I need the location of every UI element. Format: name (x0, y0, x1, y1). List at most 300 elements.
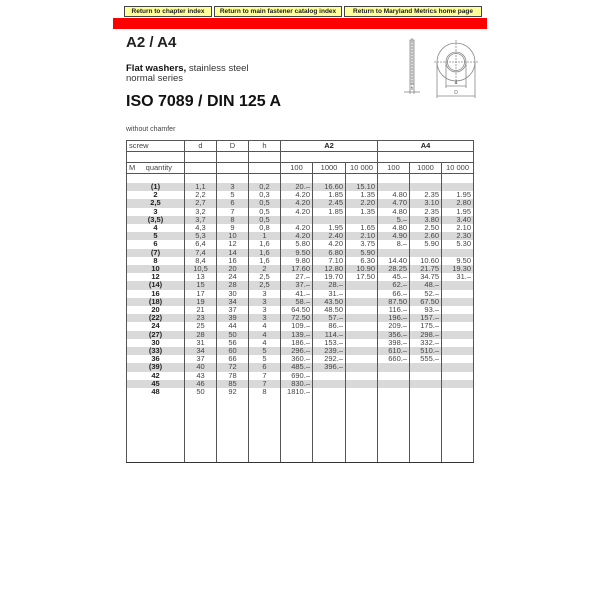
cell-h: 5 (249, 347, 281, 355)
screw: (14) (127, 281, 185, 289)
table-row (127, 331, 474, 339)
cell-a2-1000: 6.80 (313, 249, 346, 257)
cell-d: 3,7 (185, 216, 217, 224)
cell-a2-100: 1810.– (281, 388, 313, 396)
cell-d: 21 (185, 306, 217, 314)
screw: 36 (127, 355, 185, 363)
screw: 4 (127, 224, 185, 232)
cell-a2-10000 (346, 290, 378, 298)
cell-a2-100: 17.60 (281, 265, 313, 273)
cell-d: 34 (185, 347, 217, 355)
table-row (127, 249, 474, 257)
table-row (127, 347, 474, 355)
screw: 3 (127, 208, 185, 216)
screw: 12 (127, 273, 185, 281)
cell-a4-10000: 5.30 (442, 240, 474, 248)
cell-a2-100: 72.50 (281, 314, 313, 322)
cell-D: 24 (217, 273, 249, 281)
cell-a2-10000 (346, 298, 378, 306)
subtitle-bold: Flat washers, (126, 63, 187, 74)
table-row (127, 281, 474, 289)
qty-a2-10000: 10 000 (346, 163, 378, 174)
cell-a4-100: 45.– (378, 273, 410, 281)
cell-a2-10000 (346, 388, 378, 396)
cell-a2-100: 830.– (281, 380, 313, 388)
cell-a2-1000: 2.40 (313, 232, 346, 240)
header-row (127, 141, 474, 152)
cell-d: 25 (185, 322, 217, 330)
qty-a4-1000: 1000 (410, 163, 442, 174)
cell-a4-1000: 10.60 (410, 257, 442, 265)
cell-a4-100: 4.70 (378, 199, 410, 207)
cell-d: 4,3 (185, 224, 217, 232)
cell-a2-1000: 1.85 (313, 191, 346, 199)
cell-D: 5 (217, 191, 249, 199)
cell-d: 50 (185, 388, 217, 396)
cell-h: 4 (249, 322, 281, 330)
cell-d: 10,5 (185, 265, 217, 273)
svg-text:h: h (410, 86, 414, 92)
cell-h: 3 (249, 314, 281, 322)
cell-d: 6,4 (185, 240, 217, 248)
screw: 45 (127, 380, 185, 388)
screw: (22) (127, 314, 185, 322)
cell-a4-100: 356.– (378, 331, 410, 339)
cell-D: 8 (217, 216, 249, 224)
cell-a4-1000 (410, 249, 442, 257)
cell-a4-10000 (442, 388, 474, 396)
cell-D: 60 (217, 347, 249, 355)
cell-a4-10000 (442, 347, 474, 355)
screw: 16 (127, 290, 185, 298)
table-row (127, 290, 474, 298)
cell-a2-1000: 43.50 (313, 298, 346, 306)
cell-D: 30 (217, 290, 249, 298)
cell-a4-10000 (442, 372, 474, 380)
cell-a4-10000 (442, 306, 474, 314)
cell-a4-100: 14.40 (378, 257, 410, 265)
cell-a4-1000: 298.– (410, 331, 442, 339)
cell-a4-100: 62.– (378, 281, 410, 289)
cell-a2-10000 (346, 322, 378, 330)
cell-a2-100: 4.20 (281, 224, 313, 232)
table-row (127, 257, 474, 265)
cell-a2-1000: 48.50 (313, 306, 346, 314)
cell-a2-10000 (346, 281, 378, 289)
cell-a4-100 (378, 388, 410, 396)
cell-a2-1000: 2.45 (313, 199, 346, 207)
table-row (127, 322, 474, 330)
cell-a4-10000: 3.40 (442, 216, 474, 224)
table-row (127, 306, 474, 314)
cell-d: 37 (185, 355, 217, 363)
cell-a4-1000: 2.35 (410, 208, 442, 216)
cell-D: 50 (217, 331, 249, 339)
cell-a4-1000: 510.– (410, 347, 442, 355)
col-d: d (185, 141, 217, 152)
cell-h: 2 (249, 265, 281, 273)
cell-h: 7 (249, 372, 281, 380)
screw: 8 (127, 257, 185, 265)
cell-a4-1000: 93.– (410, 306, 442, 314)
cell-D: 44 (217, 322, 249, 330)
screw: 10 (127, 265, 185, 273)
cell-a2-100: 20.– (281, 183, 313, 191)
cell-a4-1000: 3.80 (410, 216, 442, 224)
cell-a2-100: 4.20 (281, 232, 313, 240)
cell-a4-10000 (442, 249, 474, 257)
cell-a4-10000 (442, 339, 474, 347)
table-row (127, 363, 474, 371)
table-row (127, 355, 474, 363)
cell-a4-10000 (442, 281, 474, 289)
cell-a2-100: 4.20 (281, 199, 313, 207)
screw: 30 (127, 339, 185, 347)
cell-a4-10000 (442, 355, 474, 363)
cell-a2-10000 (346, 306, 378, 314)
washer-price-table (126, 140, 474, 463)
cell-a2-100: 9.50 (281, 249, 313, 257)
cell-h: 0,2 (249, 183, 281, 191)
cell-d: 17 (185, 290, 217, 298)
cell-a4-100: 8.– (378, 240, 410, 248)
cell-a2-1000: 31.– (313, 290, 346, 298)
col-D: D (217, 141, 249, 152)
cell-d: 31 (185, 339, 217, 347)
cell-D: 28 (217, 281, 249, 289)
cell-a4-1000: 67.50 (410, 298, 442, 306)
cell-a4-10000 (442, 331, 474, 339)
cell-a2-10000 (346, 314, 378, 322)
table-row (127, 298, 474, 306)
qty-a2-100: 100 (281, 163, 313, 174)
cell-a2-1000: 19.70 (313, 273, 346, 281)
cell-a2-10000: 1.35 (346, 191, 378, 199)
cell-a2-10000 (346, 347, 378, 355)
screw: (7) (127, 249, 185, 257)
cell-h: 1,6 (249, 240, 281, 248)
table-row (127, 183, 474, 191)
product-subtitle (126, 64, 249, 84)
cell-a2-10000: 5.90 (346, 249, 378, 257)
cell-a4-100: 660.– (378, 355, 410, 363)
cell-a2-1000: 292.– (313, 355, 346, 363)
table-row (127, 372, 474, 380)
table-row (127, 232, 474, 240)
cell-a2-10000 (346, 363, 378, 371)
cell-h: 0,8 (249, 224, 281, 232)
cell-a4-100: 196.– (378, 314, 410, 322)
cell-D: 34 (217, 298, 249, 306)
cell-a2-1000: 28.– (313, 281, 346, 289)
cell-D: 10 (217, 232, 249, 240)
cell-a2-10000: 17.50 (346, 273, 378, 281)
cell-a2-1000: 153.– (313, 339, 346, 347)
cell-a2-1000: 7.10 (313, 257, 346, 265)
cell-a2-1000 (313, 388, 346, 396)
cell-D: 14 (217, 249, 249, 257)
cell-h: 4 (249, 339, 281, 347)
cell-a4-10000 (442, 380, 474, 388)
screw: 20 (127, 306, 185, 314)
cell-a4-1000: 5.90 (410, 240, 442, 248)
cell-a4-1000: 3.10 (410, 199, 442, 207)
cell-D: 78 (217, 372, 249, 380)
cell-h: 3 (249, 298, 281, 306)
screw: (33) (127, 347, 185, 355)
cell-a4-100: 66.– (378, 290, 410, 298)
cell-a4-100: 610.– (378, 347, 410, 355)
spacer-row (127, 174, 474, 184)
cell-a4-1000 (410, 388, 442, 396)
cell-D: 66 (217, 355, 249, 363)
table-row (127, 339, 474, 347)
table-row (127, 240, 474, 248)
cell-a2-100: 360.– (281, 355, 313, 363)
cell-a2-100: 109.– (281, 322, 313, 330)
cell-h: 0,5 (249, 199, 281, 207)
cell-a2-1000 (313, 216, 346, 224)
cell-d: 13 (185, 273, 217, 281)
cell-a2-10000 (346, 355, 378, 363)
return-to-chapter-index-button[interactable]: Return to chapter index (124, 6, 212, 17)
cell-a2-1000 (313, 380, 346, 388)
cell-a4-10000 (442, 290, 474, 298)
cell-a2-1000: 4.20 (313, 240, 346, 248)
cell-a4-100: 4.80 (378, 191, 410, 199)
cell-D: 16 (217, 257, 249, 265)
cell-a2-100: 296.– (281, 347, 313, 355)
cell-a4-1000: 48.– (410, 281, 442, 289)
cell-D: 12 (217, 240, 249, 248)
cell-d: 2,7 (185, 199, 217, 207)
col-h: h (249, 141, 281, 152)
cell-a2-1000: 12.80 (313, 265, 346, 273)
screw: (18) (127, 298, 185, 306)
cell-h: 3 (249, 290, 281, 298)
cell-a4-10000 (442, 322, 474, 330)
cell-a2-10000 (346, 372, 378, 380)
cell-a2-1000: 114.– (313, 331, 346, 339)
cell-h: 7 (249, 380, 281, 388)
return-to-main-catalog-button[interactable]: Return to main fastener catalog index (214, 6, 342, 17)
cell-a2-100: 4.20 (281, 191, 313, 199)
cell-a2-100: 64.50 (281, 306, 313, 314)
cell-a2-10000: 1.35 (346, 208, 378, 216)
screw: 6 (127, 240, 185, 248)
cell-D: 7 (217, 208, 249, 216)
col-a2: A2 (281, 141, 378, 152)
cell-d: 7,4 (185, 249, 217, 257)
cell-a2-1000 (313, 372, 346, 380)
cell-a4-10000: 9.50 (442, 257, 474, 265)
cell-a4-1000: 34.75 (410, 273, 442, 281)
table-row (127, 199, 474, 207)
qty-a4-10000: 10 000 (442, 163, 474, 174)
cell-a2-1000: 396.– (313, 363, 346, 371)
cell-h: 1,6 (249, 249, 281, 257)
cell-D: 9 (217, 224, 249, 232)
cell-a4-1000: 52.– (410, 290, 442, 298)
cell-h: 3 (249, 306, 281, 314)
screw: 48 (127, 388, 185, 396)
cell-a2-10000: 2.20 (346, 199, 378, 207)
cell-D: 72 (217, 363, 249, 371)
cell-D: 56 (217, 339, 249, 347)
cell-a2-100: 186.– (281, 339, 313, 347)
cell-a4-1000: 555.– (410, 355, 442, 363)
screw: (27) (127, 331, 185, 339)
return-to-home-page-button[interactable]: Return to Maryland Metrics home page (344, 6, 482, 17)
cell-D: 37 (217, 306, 249, 314)
cell-a2-100: 139.– (281, 331, 313, 339)
cell-D: 20 (217, 265, 249, 273)
washer-drawing-icon (390, 38, 485, 103)
cell-a2-100: 27.– (281, 273, 313, 281)
col-screw: screw (127, 141, 185, 152)
cell-a2-100: 5.80 (281, 240, 313, 248)
cell-a4-100: 4.80 (378, 224, 410, 232)
cell-a4-10000: 2.30 (442, 232, 474, 240)
cell-h: 1 (249, 232, 281, 240)
quantity-header-row (127, 163, 474, 174)
table-bottom-filler (127, 396, 474, 463)
cell-a4-1000: 2.35 (410, 191, 442, 199)
subtitle-rest: stainless steel (186, 63, 249, 74)
cell-d: 1,1 (185, 183, 217, 191)
cell-a2-100: 690.– (281, 372, 313, 380)
cell-a4-100 (378, 372, 410, 380)
cell-a4-10000 (442, 363, 474, 371)
cell-a2-10000: 3.75 (346, 240, 378, 248)
table-row (127, 380, 474, 388)
cell-a4-10000 (442, 314, 474, 322)
cell-d: 8,4 (185, 257, 217, 265)
screw: (1) (127, 183, 185, 191)
cell-a4-10000: 19.30 (442, 265, 474, 273)
table-row (127, 191, 474, 199)
cell-a4-1000: 157.– (410, 314, 442, 322)
m-quantity-label: M quantity (127, 163, 185, 174)
cell-a4-10000 (442, 183, 474, 191)
cell-d: 40 (185, 363, 217, 371)
cell-a2-1000: 1.95 (313, 224, 346, 232)
table-row (127, 208, 474, 216)
cell-a2-100 (281, 216, 313, 224)
cell-h: 1,6 (249, 257, 281, 265)
cell-h: 6 (249, 363, 281, 371)
cell-a2-100: 37.– (281, 281, 313, 289)
qty-a2-1000: 1000 (313, 163, 346, 174)
cell-h: 2,5 (249, 281, 281, 289)
subtitle-line2: normal series (126, 73, 184, 84)
cell-a4-1000 (410, 372, 442, 380)
cell-a4-100 (378, 249, 410, 257)
cell-d: 5,3 (185, 232, 217, 240)
screw: 42 (127, 372, 185, 380)
cell-a2-1000: 86.– (313, 322, 346, 330)
cell-a2-1000: 1.85 (313, 208, 346, 216)
cell-a2-1000: 239.– (313, 347, 346, 355)
cell-a4-1000: 332.– (410, 339, 442, 347)
table-row (127, 265, 474, 273)
cell-a2-100: 485.– (281, 363, 313, 371)
cell-h: 0,3 (249, 191, 281, 199)
cell-a4-10000: 2.80 (442, 199, 474, 207)
cell-a2-100: 58.– (281, 298, 313, 306)
cell-d: 28 (185, 331, 217, 339)
cell-a4-1000 (410, 363, 442, 371)
spacer-row (127, 152, 474, 163)
cell-D: 6 (217, 199, 249, 207)
cell-a2-100: 41.– (281, 290, 313, 298)
cell-D: 39 (217, 314, 249, 322)
cell-h: 0,5 (249, 208, 281, 216)
cell-a4-100: 4.90 (378, 232, 410, 240)
cell-a2-10000: 10.90 (346, 265, 378, 273)
cell-a2-10000 (346, 339, 378, 347)
cell-a4-100: 209.– (378, 322, 410, 330)
cell-a2-10000: 1.65 (346, 224, 378, 232)
red-header-bar (113, 18, 487, 29)
cell-a2-10000: 2.10 (346, 232, 378, 240)
cell-d: 46 (185, 380, 217, 388)
table-row (127, 388, 474, 396)
cell-a4-100: 28.25 (378, 265, 410, 273)
cell-a4-100: 4.80 (378, 208, 410, 216)
cell-a4-100: 116.– (378, 306, 410, 314)
cell-a4-1000 (410, 183, 442, 191)
cell-D: 3 (217, 183, 249, 191)
cell-h: 4 (249, 331, 281, 339)
page-title: A2 / A4 (126, 34, 177, 51)
cell-h: 8 (249, 388, 281, 396)
cell-a2-100: 9.80 (281, 257, 313, 265)
svg-text:D: D (454, 90, 458, 96)
chamfer-note: without chamfer (126, 126, 176, 133)
cell-a4-1000: 21.75 (410, 265, 442, 273)
screw: 2,5 (127, 199, 185, 207)
cell-a4-100 (378, 363, 410, 371)
cell-a2-100: 4.20 (281, 208, 313, 216)
washer-diagram (390, 38, 485, 108)
cell-a2-1000: 57.– (313, 314, 346, 322)
qty-a4-100: 100 (378, 163, 410, 174)
cell-h: 0,5 (249, 216, 281, 224)
cell-d: 15 (185, 281, 217, 289)
table-row (127, 216, 474, 224)
cell-a2-10000 (346, 331, 378, 339)
table-row (127, 273, 474, 281)
svg-text:d: d (454, 80, 458, 86)
cell-h: 5 (249, 355, 281, 363)
cell-a4-100: 398.– (378, 339, 410, 347)
cell-a4-100: 87.50 (378, 298, 410, 306)
screw: 24 (127, 322, 185, 330)
cell-d: 23 (185, 314, 217, 322)
cell-a2-10000 (346, 380, 378, 388)
cell-a4-10000: 1.95 (442, 208, 474, 216)
cell-a2-10000: 6.30 (346, 257, 378, 265)
cell-a4-100 (378, 183, 410, 191)
cell-a4-10000: 1.95 (442, 191, 474, 199)
cell-a4-10000 (442, 298, 474, 306)
cell-d: 19 (185, 298, 217, 306)
cell-a4-100 (378, 380, 410, 388)
cell-a4-1000: 2.60 (410, 232, 442, 240)
cell-a4-1000: 175.– (410, 322, 442, 330)
screw: (39) (127, 363, 185, 371)
